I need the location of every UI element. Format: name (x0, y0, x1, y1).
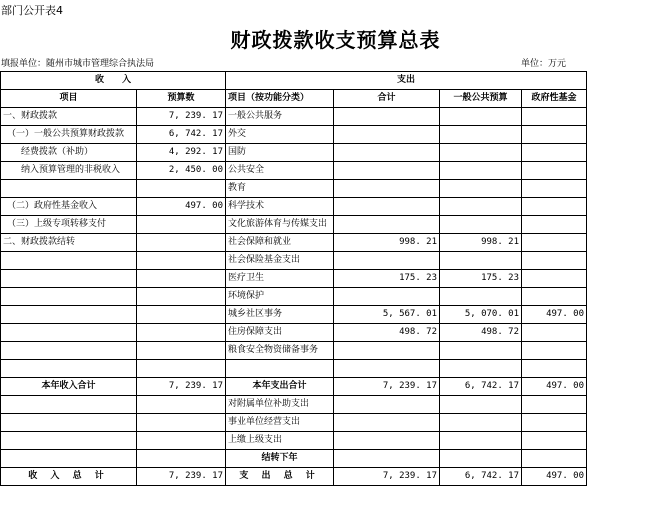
empty-cell (522, 432, 587, 450)
income-item-cell: （二）政府性基金收入 (1, 198, 137, 216)
expense-general-cell (440, 162, 522, 180)
expense-fund-cell (522, 144, 587, 162)
expense-general-cell (440, 108, 522, 126)
expense-total-cell: 998. 21 (334, 234, 440, 252)
table-row (1, 252, 587, 270)
income-budget-cell (137, 342, 226, 360)
year-total-row (1, 378, 587, 396)
table-row (1, 432, 587, 450)
income-budget-cell: 2, 450. 00 (137, 162, 226, 180)
expense-general-cell (440, 216, 522, 234)
income-budget-cell: 497. 00 (137, 198, 226, 216)
table-row (1, 216, 587, 234)
income-budget-cell (137, 306, 226, 324)
empty-cell (440, 432, 522, 450)
year-income-total-label: 本年收入合计 (1, 378, 137, 396)
expense-general-cell: 498. 72 (440, 324, 522, 342)
expense-item-cell: 社会保险基金支出 (226, 252, 334, 270)
expense-item-cell: 住房保障支出 (226, 324, 334, 342)
expense-total-cell (334, 342, 440, 360)
carry-over-row (1, 450, 587, 468)
income-item-cell (1, 342, 137, 360)
expense-fund-cell (522, 234, 587, 252)
col-budget-header: 预算数 (137, 90, 226, 108)
budget-table (0, 71, 587, 486)
col-total-header: 合计 (334, 90, 440, 108)
empty-cell (440, 396, 522, 414)
expense-general-cell (440, 144, 522, 162)
carry-over-label: 结转下年 (226, 450, 334, 468)
expense-general-cell (440, 180, 522, 198)
income-item-cell: 经费拨款（补助） (1, 144, 137, 162)
income-item-cell (1, 180, 137, 198)
table-row (1, 162, 587, 180)
income-budget-cell (137, 360, 226, 378)
income-item-cell (1, 360, 137, 378)
expense-total-cell (334, 198, 440, 216)
table-row (1, 324, 587, 342)
empty-cell (522, 396, 587, 414)
table-row (1, 144, 587, 162)
income-item-cell: （三）上级专项转移支付 (1, 216, 137, 234)
table-row (1, 360, 587, 378)
grand-expense-general-value: 6, 742. 17 (440, 468, 522, 486)
col-general-header: 一般公共预算 (440, 90, 522, 108)
expense-fund-cell (522, 162, 587, 180)
expense-general-cell (440, 360, 522, 378)
expense-item-cell: 文化旅游体育与传媒支出 (226, 216, 334, 234)
expense-item-cell: 教育 (226, 180, 334, 198)
expense-total-cell (334, 144, 440, 162)
empty-cell (522, 450, 587, 468)
expense-general-cell (440, 126, 522, 144)
income-item-cell: 二、财政拨款结转 (1, 234, 137, 252)
header-row-1 (1, 72, 587, 90)
empty-cell (1, 432, 137, 450)
expense-item-cell: 一般公共服务 (226, 108, 334, 126)
expense-item-cell: 对附属单位补助支出 (226, 396, 334, 414)
empty-cell (1, 414, 137, 432)
table-row (1, 288, 587, 306)
income-budget-cell (137, 252, 226, 270)
expense-item-cell: 科学技术 (226, 198, 334, 216)
expense-item-cell: 环境保护 (226, 288, 334, 306)
income-budget-cell: 4, 292. 17 (137, 144, 226, 162)
table-row (1, 108, 587, 126)
year-expense-general-value: 6, 742. 17 (440, 378, 522, 396)
income-budget-cell (137, 288, 226, 306)
grand-total-row (1, 468, 587, 486)
income-item-cell (1, 306, 137, 324)
empty-cell (137, 396, 226, 414)
expense-fund-cell (522, 126, 587, 144)
income-budget-cell (137, 324, 226, 342)
expense-total-cell (334, 180, 440, 198)
col-item-header: 项目 (1, 90, 137, 108)
expense-total-cell: 5, 567. 01 (334, 306, 440, 324)
expense-fund-cell (522, 252, 587, 270)
income-budget-cell: 7, 239. 17 (137, 108, 226, 126)
expense-fund-cell (522, 270, 587, 288)
page-title: 财政拨款收支预算总表 (230, 28, 441, 52)
empty-cell (334, 396, 440, 414)
table-row (1, 396, 587, 414)
table-row (1, 342, 587, 360)
income-header: 收 入 (1, 72, 226, 90)
currency-unit: 单位：万元 (521, 59, 567, 69)
expense-fund-cell (522, 198, 587, 216)
income-budget-cell (137, 234, 226, 252)
expense-general-cell (440, 252, 522, 270)
income-item-cell (1, 288, 137, 306)
empty-cell (1, 396, 137, 414)
grand-expense-total-label: 支 出 总 计 (226, 468, 334, 486)
expense-item-cell: 医疗卫生 (226, 270, 334, 288)
income-item-cell (1, 270, 137, 288)
expense-general-cell: 175. 23 (440, 270, 522, 288)
empty-cell (440, 450, 522, 468)
expense-general-cell (440, 198, 522, 216)
expense-fund-cell: 497. 00 (522, 306, 587, 324)
income-item-cell (1, 324, 137, 342)
document-tag: 部门公开表4 (1, 4, 63, 17)
expense-item-cell: 粮食安全物资储备事务 (226, 342, 334, 360)
empty-cell (334, 414, 440, 432)
grand-income-total-value: 7, 239. 17 (137, 468, 226, 486)
grand-expense-total-value: 7, 239. 17 (334, 468, 440, 486)
income-budget-cell (137, 216, 226, 234)
grand-expense-fund-value: 497. 00 (522, 468, 587, 486)
expense-fund-cell (522, 342, 587, 360)
expense-general-cell: 998. 21 (440, 234, 522, 252)
empty-cell (1, 450, 137, 468)
income-item-cell (1, 252, 137, 270)
expense-total-cell (334, 126, 440, 144)
expense-total-cell (334, 162, 440, 180)
expense-total-cell (334, 108, 440, 126)
table-row (1, 180, 587, 198)
table-row (1, 198, 587, 216)
table-row (1, 270, 587, 288)
expense-total-cell (334, 360, 440, 378)
income-budget-cell: 6, 742. 17 (137, 126, 226, 144)
income-item-cell: （一）一般公共预算财政拨款 (1, 126, 137, 144)
income-item-cell: 纳入预算管理的非税收入 (1, 162, 137, 180)
year-expense-total-label: 本年支出合计 (226, 378, 334, 396)
expense-general-cell (440, 342, 522, 360)
empty-cell (137, 450, 226, 468)
table-row (1, 414, 587, 432)
income-budget-cell (137, 270, 226, 288)
expense-item-cell: 公共安全 (226, 162, 334, 180)
expense-fund-cell (522, 288, 587, 306)
expense-fund-cell (522, 360, 587, 378)
col-fund-header: 政府性基金 (522, 90, 587, 108)
expense-item-cell: 事业单位经营支出 (226, 414, 334, 432)
expense-item-cell: 社会保障和就业 (226, 234, 334, 252)
income-item-cell: 一、财政拨款 (1, 108, 137, 126)
expense-fund-cell (522, 216, 587, 234)
table-row (1, 234, 587, 252)
expense-item-cell: 城乡社区事务 (226, 306, 334, 324)
expense-total-cell: 498. 72 (334, 324, 440, 342)
empty-cell (334, 450, 440, 468)
header-row-2 (1, 90, 587, 108)
expense-total-cell (334, 288, 440, 306)
income-budget-cell (137, 180, 226, 198)
expense-total-cell (334, 216, 440, 234)
expense-item-cell: 国防 (226, 144, 334, 162)
expense-fund-cell (522, 108, 587, 126)
empty-cell (334, 432, 440, 450)
expense-general-cell (440, 288, 522, 306)
year-expense-fund-value: 497. 00 (522, 378, 587, 396)
empty-cell (137, 414, 226, 432)
expense-item-cell: 外交 (226, 126, 334, 144)
expense-header: 支出 (226, 72, 587, 90)
expense-fund-cell (522, 180, 587, 198)
table-row (1, 126, 587, 144)
expense-fund-cell (522, 324, 587, 342)
empty-cell (137, 432, 226, 450)
expense-item-cell: 上缴上级支出 (226, 432, 334, 450)
grand-income-total-label: 收 入 总 计 (1, 468, 137, 486)
empty-cell (440, 414, 522, 432)
year-income-total-value: 7, 239. 17 (137, 378, 226, 396)
expense-total-cell (334, 252, 440, 270)
year-expense-total-value: 7, 239. 17 (334, 378, 440, 396)
expense-item-cell (226, 360, 334, 378)
table-row (1, 306, 587, 324)
empty-cell (522, 414, 587, 432)
col-func-item-header: 项目（按功能分类） (226, 90, 334, 108)
reporting-unit: 填报单位：随州市城市管理综合执法局 (1, 59, 155, 69)
expense-general-cell: 5, 070. 01 (440, 306, 522, 324)
expense-total-cell: 175. 23 (334, 270, 440, 288)
